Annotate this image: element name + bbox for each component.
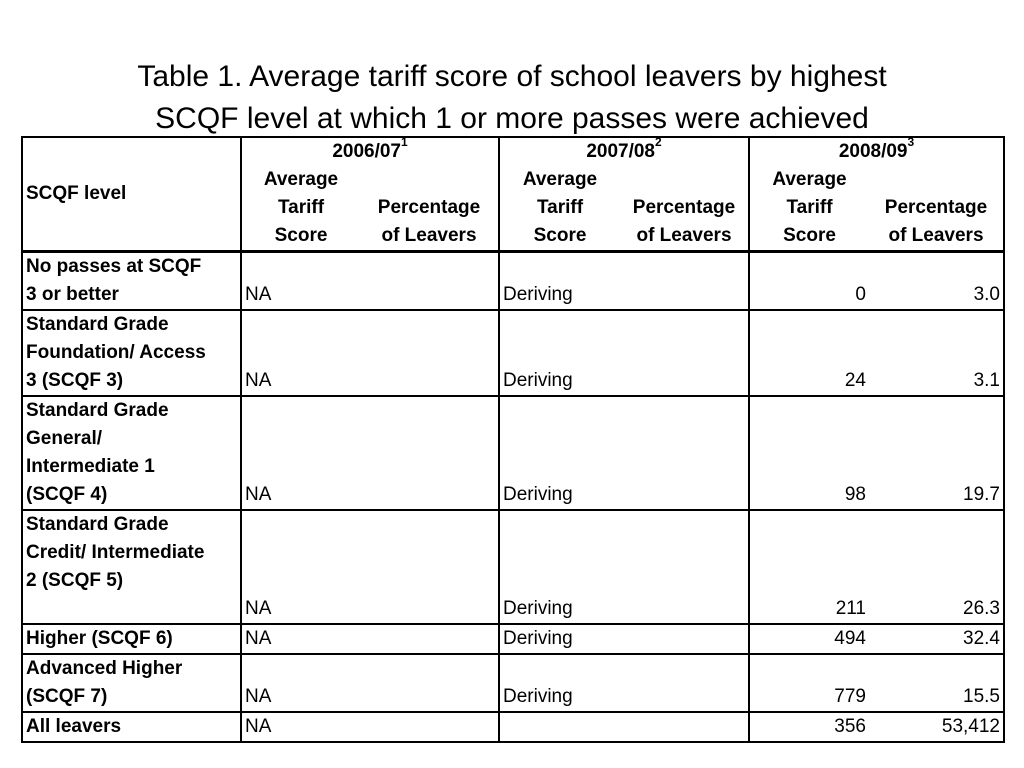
table-row — [22, 252, 1004, 311]
cell-2006-pct — [360, 654, 499, 712]
tariff-score-table — [21, 136, 1005, 743]
title-line-1: Table 1. Average tariff score of school leavers by highest — [137, 60, 887, 93]
cell-2006-avg: NA — [241, 624, 360, 654]
cell-2007-pct — [620, 310, 749, 396]
cell-2007-avg: Deriving — [499, 624, 620, 654]
cell-2007-avg: Deriving — [499, 252, 620, 311]
cell-2008-avg: 494 — [749, 624, 869, 654]
cell-2007-pct — [620, 396, 749, 510]
total-2006-avg: NA — [241, 712, 360, 742]
percentage-leavers-header: Percentage of Leavers — [869, 166, 1004, 252]
row-level-cell: Standard Grade Foundation/ Access 3 (SCQF 3) — [22, 310, 241, 396]
total-level-cell: All leavers — [22, 712, 241, 742]
cell-2007-pct — [620, 624, 749, 654]
cell-2006-avg: NA — [241, 252, 360, 311]
total-row — [22, 712, 1004, 742]
cell-2006-avg: NA — [241, 654, 360, 712]
cell-2008-pct: 3.0 — [869, 252, 1004, 311]
total-2007-pct — [620, 712, 749, 742]
cell-2008-avg: 0 — [749, 252, 869, 311]
cell-2008-pct: 19.7 — [869, 396, 1004, 510]
cell-2006-pct — [360, 396, 499, 510]
cell-2008-pct: 3.1 — [869, 310, 1004, 396]
cell-2008-avg: 98 — [749, 396, 869, 510]
cell-2006-pct — [360, 510, 499, 624]
cell-2008-pct: 15.5 — [869, 654, 1004, 712]
cell-2007-pct — [620, 654, 749, 712]
cell-2007-avg: Deriving — [499, 654, 620, 712]
row-level-cell: No passes at SCQF 3 or better — [22, 252, 241, 311]
table-row — [22, 624, 1004, 654]
cell-2008-avg: 211 — [749, 510, 869, 624]
avg-tariff-score-header: Average Tariff Score — [241, 166, 360, 252]
percentage-leavers-header: Percentage of Leavers — [620, 166, 749, 252]
cell-2006-pct — [360, 252, 499, 311]
row-level-cell: Higher (SCQF 6) — [22, 624, 241, 654]
year-header-2006-07: $2006/07^1$ — [241, 137, 499, 166]
cell-2006-avg: NA — [241, 396, 360, 510]
cell-2006-avg: NA — [241, 510, 360, 624]
row-level-cell: Advanced Higher (SCQF 7) — [22, 654, 241, 712]
percentage-leavers-header: Percentage of Leavers — [360, 166, 499, 252]
row-level-cell: Standard Grade Credit/ Intermediate 2 (SCQF 5) — [22, 510, 241, 624]
cell-2006-pct — [360, 310, 499, 396]
cell-2007-avg: Deriving — [499, 510, 620, 624]
total-2007-avg — [499, 712, 620, 742]
title-line-2: SCQF level at which 1 or more passes were achieved — [155, 102, 869, 135]
cell-2008-pct: 26.3 — [869, 510, 1004, 624]
cell-2008-avg: 779 — [749, 654, 869, 712]
row-level-cell: Standard Grade General/ Intermediate 1 (SCQF 4) — [22, 396, 241, 510]
cell-2008-pct: 32.4 — [869, 624, 1004, 654]
cell-2007-pct — [620, 252, 749, 311]
year-header-2008-09: $2008/09^3$ — [749, 137, 1004, 166]
total-2006-pct — [360, 712, 499, 742]
cell-2006-pct — [360, 624, 499, 654]
table-row — [22, 510, 1004, 624]
cell-2006-avg: NA — [241, 310, 360, 396]
table-row — [22, 396, 1004, 510]
cell-2007-avg: Deriving — [499, 310, 620, 396]
avg-tariff-score-header: Average Tariff Score — [499, 166, 620, 252]
table-row — [22, 310, 1004, 396]
page-title — [0, 56, 1024, 140]
cell-2007-avg: Deriving — [499, 396, 620, 510]
year-header-2007-08: $2007/08^2$ — [499, 137, 749, 166]
total-2008-avg: 356 — [749, 712, 869, 742]
scqf-level-header: SCQF level — [22, 137, 241, 252]
header-row-years — [22, 137, 1004, 166]
cell-2007-pct — [620, 510, 749, 624]
avg-tariff-score-header: Average Tariff Score — [749, 166, 869, 252]
table-row — [22, 654, 1004, 712]
total-2008-pct: 53,412 — [869, 712, 1004, 742]
cell-2008-avg: 24 — [749, 310, 869, 396]
